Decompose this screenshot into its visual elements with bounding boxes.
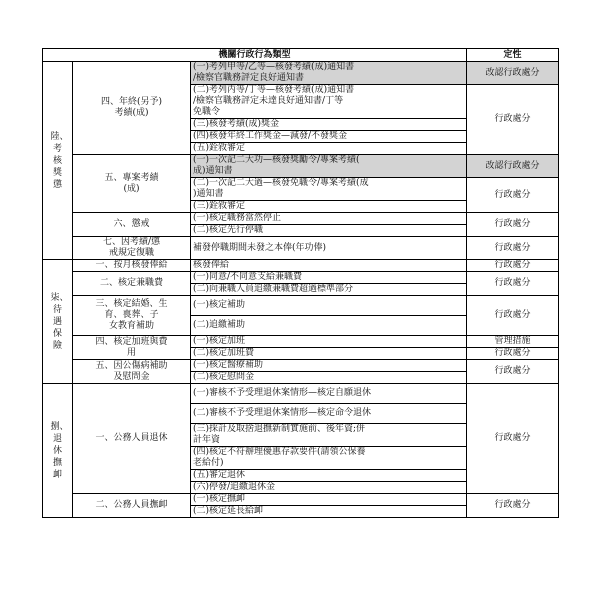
item-text: (五)審定退休 bbox=[191, 470, 467, 482]
section-title bbox=[43, 384, 73, 518]
nature-label: 行政處分 bbox=[467, 360, 559, 384]
table-row bbox=[43, 237, 559, 260]
section-title-text: 捌、 退休 撫卹 bbox=[50, 421, 69, 480]
table-row bbox=[43, 272, 559, 284]
item-text: 補發停職期間未發之本俸(年功俸) bbox=[191, 237, 467, 260]
item-text: (一)同意/不同意支給兼職費 bbox=[191, 272, 467, 284]
group-title: 四、核定加班與費 用 bbox=[73, 336, 191, 360]
group-title: 二、公務人員撫卹 bbox=[73, 494, 191, 518]
item-text: (一)核定撫卹 bbox=[191, 494, 467, 506]
group-title: 二、核定兼職費 bbox=[73, 272, 191, 296]
header-nature: 定性 bbox=[467, 49, 559, 62]
nature-label: 行政處分 bbox=[467, 348, 559, 360]
item-text: (二)核定先行停職 bbox=[191, 225, 467, 237]
item-text: (四)核定不符辦理優惠存款要件(請領公保養 老給付) bbox=[191, 447, 467, 470]
item-text: (二)考列丙等/丁等—核發考績(成)通知書 /檢察官職務評定未達良好通知書/丁等 免職令 bbox=[191, 85, 467, 119]
table-row bbox=[43, 360, 559, 372]
nature-label: 行政處分 bbox=[467, 384, 559, 494]
nature-label: 行政處分 bbox=[467, 260, 559, 272]
item-text: (二)核定慰問金 bbox=[191, 372, 467, 384]
nature-label: 行政處分 bbox=[467, 237, 559, 260]
table-row bbox=[43, 155, 559, 178]
header-action-type: 機關行政行為類型 bbox=[43, 49, 467, 62]
item-text: (四)核發年終工作獎金—減發/不發獎金 bbox=[191, 131, 467, 143]
table-row bbox=[43, 336, 559, 348]
group-title: 六、懲戒 bbox=[73, 213, 191, 237]
group-title: 五、專案考績 (成) bbox=[73, 155, 191, 213]
item-text: (三)銓敘審定 bbox=[191, 201, 467, 213]
item-text: (一)核定加班 bbox=[191, 336, 467, 348]
section-title-text: 陸、 考核 獎懲 bbox=[50, 131, 69, 190]
group-title: 五、因公傷病補助 及慰問金 bbox=[73, 360, 191, 384]
item-text: (三)採計及取捨退撫新制實施前、後年資;併 計年資 bbox=[191, 424, 467, 447]
table-row bbox=[43, 296, 559, 316]
nature-label: 管理措施 bbox=[467, 336, 559, 348]
table-row bbox=[43, 384, 559, 404]
item-text: 核發俸給 bbox=[191, 260, 467, 272]
item-text: (二)一次記二大過—核發免職令/專案考績(成 )通知書 bbox=[191, 178, 467, 201]
item-text: (一)核定補助 bbox=[191, 296, 467, 316]
nature-label: 改認行政處分 bbox=[467, 155, 559, 178]
item-text: (二)追繳補助 bbox=[191, 316, 467, 336]
item-text: (一)一次記二大功—核發獎勵令/專案考績( 成)通知書 bbox=[191, 155, 467, 178]
table-row bbox=[43, 494, 559, 506]
item-text: (六)停發/追繳退休金 bbox=[191, 482, 467, 494]
item-text: (一)核定醫療補助 bbox=[191, 360, 467, 372]
group-title: 一、按月核發俸給 bbox=[73, 260, 191, 272]
section-title bbox=[43, 62, 73, 260]
item-text: (一)考列甲等/乙等—核發考績(成)通知書 /檢察官職務評定良好通知書 bbox=[191, 62, 467, 85]
admin-action-table bbox=[42, 48, 559, 518]
nature-label: 行政處分 bbox=[467, 85, 559, 155]
item-text: (一)審核不予受理退休案情形—核定自願退休 bbox=[191, 384, 467, 404]
nature-label: 行政處分 bbox=[467, 178, 559, 213]
nature-label: 行政處分 bbox=[467, 494, 559, 518]
item-text: (二)核定延長給卹 bbox=[191, 506, 467, 518]
nature-label: 行政處分 bbox=[467, 296, 559, 336]
table-row bbox=[43, 213, 559, 225]
item-text: (三)核發考績(成)獎金 bbox=[191, 119, 467, 131]
item-text: (二)向兼職人員追繳兼職費超過標準部分 bbox=[191, 284, 467, 296]
table-row bbox=[43, 62, 559, 85]
nature-label: 行政處分 bbox=[467, 272, 559, 296]
nature-label: 改認行政處分 bbox=[467, 62, 559, 85]
header-row bbox=[43, 49, 559, 62]
table-row bbox=[43, 260, 559, 272]
group-title: 四、年終(另予) 考績(成) bbox=[73, 62, 191, 155]
nature-label: 行政處分 bbox=[467, 213, 559, 237]
item-text: (二)審核不予受理退休案情形—核定命令退休 bbox=[191, 404, 467, 424]
group-title: 一、公務人員退休 bbox=[73, 384, 191, 494]
table-body bbox=[43, 62, 559, 518]
group-title: 七、因考績/懲 戒規定復職 bbox=[73, 237, 191, 260]
item-text: (二)核定加班費 bbox=[191, 348, 467, 360]
item-text: (五)銓敘審定 bbox=[191, 143, 467, 155]
group-title: 三、核定結婚、生 育、喪葬、子 女教育補助 bbox=[73, 296, 191, 336]
section-title bbox=[43, 260, 73, 384]
section-title-text: 柒、 待遇 保險 bbox=[50, 292, 69, 351]
item-text: (一)核定職務當然停止 bbox=[191, 213, 467, 225]
